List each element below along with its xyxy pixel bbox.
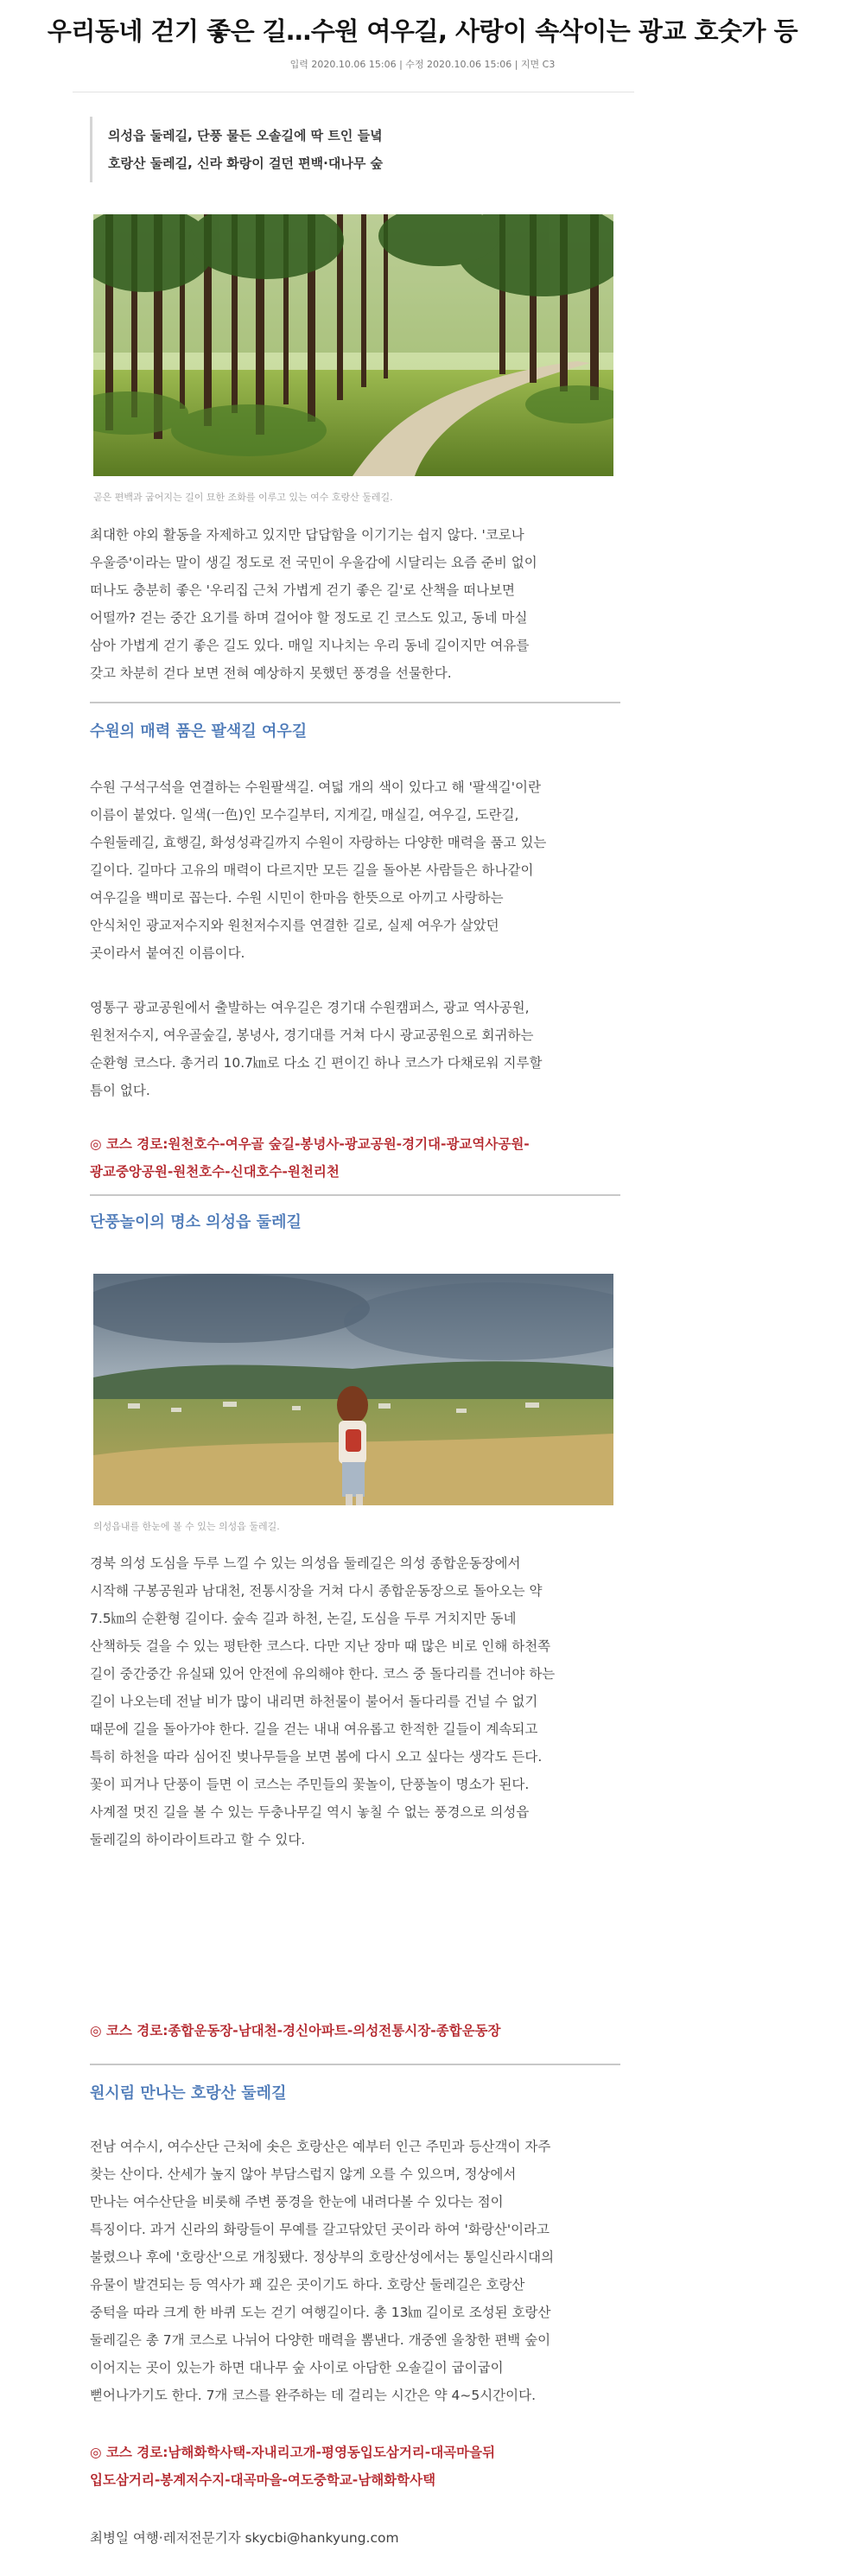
suwon-paragraph: 수원 구석구석을 연결하는 수원팔색길. 여덟 개의 색이 있다고 해 '팔색길'이란 이름이 붙었다. 일색(一色)인 모수길부터, 지게길, 매실길, 여우길, 도란길, 수원둘레길, 효행길, 화성성곽길까지 수원이 자랑하는 다양한 매력을 품고 있는 길이다. 길마다 고유의 매력이 다르지만 모든 길을 돌아본 사람들은 하나같이 여우길을 백미로 꼽는다. 수원 시민이 한마음 한뜻으로 아끼고 사랑하는 안식처인 광교저수지와 원천저수지를 연결한 길로, 실제 여우가 살았던 곳이라서 붙여진 이름이다. bbox=[90, 779, 547, 961]
section-divider bbox=[90, 1194, 620, 1196]
suwon-paragraph-2: 영통구 광교공원에서 출발하는 여우길은 경기대 수원캠퍼스, 광교 역사공원, 원천저수지, 여우골숲길, 봉녕사, 경기대를 거쳐 다시 광교공원으로 회귀하는 순환형 코스다. 총거리 10.7㎞로 다소 긴 편이긴 하나 코스가 다채로워 지루할 틈이 없다. bbox=[90, 1000, 543, 1098]
article-meta: 입력 2020.10.06 15:06 | 수정 2020.10.06 15:06 | 지면 C3 bbox=[289, 59, 556, 70]
article-summary bbox=[90, 117, 644, 182]
horangsan-course-route: ◎ 코스 경로:남해화학사택-자내리고개-평영동입도삼거리-대곡마을뒤 입도삼거리-봉계저수지-대곡마을-여도중학교-남해화학사택 bbox=[90, 2445, 496, 2488]
section-title-uiseong: 단풍놀이의 명소 의성읍 둘레길 bbox=[90, 1213, 302, 1231]
section-title-suwon: 수원의 매력 품은 팔색길 여우길 bbox=[90, 722, 308, 741]
section-title-horangsan: 원시림 만나는 호랑산 둘레길 bbox=[90, 2084, 287, 2102]
summary-line: 호랑산 둘레길, 신라 화랑이 걸던 편백·대나무 숲 bbox=[108, 156, 384, 171]
suwon-course-route: ◎ 코스 경로:원천호수-여우골 숲길-봉녕사-광교공원-경기대-광교역사공원- 광교중앙공원-원천호수-신대호수-원천리천 bbox=[90, 1136, 530, 1180]
section-divider bbox=[90, 702, 620, 703]
uiseong-paragraph: 경북 의성 도심을 두루 느낄 수 있는 의성읍 둘레길은 의성 종합운동장에서 시작해 구봉공원과 남대천, 전통시장을 거쳐 다시 종합운동장으로 돌아오는 약 7.5㎞의 순환형 길이다. 숲속 길과 하천, 논길, 도심을 두루 거치지만 동네 산책하듯 걸을 수 있는 평탄한 코스다. 다만 지난 장마 때 많은 비로 인해 하천쪽 길이 중간중간 유실돼 있어 안전에 유의해야 한다. 코스 중 돌다리를 건너야 하는 길이 나오는데 전날 비가 많이 내리면 하천물이 불어서 돌다리를 건널 수 없기 때문에 길을 돌아가야 한다. 길을 걷는 내내 여유롭고 한적한 길들이 계속되고 특히 하천을 따라 심어진 벚나무들을 보면 봄에 다시 오고 싶다는 생각도 든다. 꽃이 피거나 단풍이 들면 이 코스는 주민들의 꽃놀이, 단풍놀이 명소가 된다. 사계절 멋진 길을 볼 수 있는 두충나무길 역시 놓칠 수 없는 풍경으로 의성읍 둘레길의 하이라이트라고 할 수 있다. bbox=[90, 1555, 556, 1848]
horangsan-paragraph: 전남 여수시, 여수산단 근처에 솟은 호랑산은 예부터 인근 주민과 등산객이 자주 찾는 산이다. 산세가 높지 않아 부담스럽지 않게 오를 수 있으며, 정상에서 만나는 여수산단을 비롯해 주변 풍경을 한눈에 내려다볼 수 있다는 점이 특징이다. 과거 신라의 화랑들이 무예를 갈고닦았던 곳이라 하여 '화랑산'이라고 불렸으나 후에 '호랑산'으로 개칭됐다. 정상부의 호랑산성에서는 통일신라시대의 유물이 발견되는 등 역사가 꽤 깊은 곳이기도 하다. 호랑산 둘레길은 호랑산 중턱을 따라 크게 한 바퀴 도는 걷기 여행길이다. 총 13㎞ 길이로 조성된 호랑산 둘레길은 총 7개 코스로 나뉘어 다양한 매력을 뽐낸다. 개중엔 울창한 편백 숲이 이어지는 곳이 있는가 하면 대나무 숲 사이로 아담한 오솔길이 굽이굽이 뻗어나가기도 한다. 7개 코스를 완주하는 데 걸리는 시간은 약 4~5시간이다. bbox=[90, 2139, 555, 2403]
author-byline: 최병일 여행·레저전문기자 skycbi@hankyung.com bbox=[90, 2530, 399, 2546]
uiseong-landscape-photo bbox=[93, 1274, 613, 1505]
photo-caption: 의성읍내를 한눈에 볼 수 있는 의성읍 둘레길. bbox=[93, 1521, 280, 1532]
photo-caption: 곧은 편백과 굽어지는 길이 묘한 조화를 이루고 있는 여수 호랑산 둘레길. bbox=[93, 492, 393, 503]
summary-line: 의성읍 둘레길, 단풍 물든 오솔길에 딱 트인 들녘 bbox=[108, 128, 383, 143]
article-headline: 우리동네 걷기 좋은 길…수원 여우길, 사랑이 속삭이는 광교 호숫가 등 bbox=[47, 16, 798, 46]
uiseong-course-route: ◎ 코스 경로:종합운동장-남대천-경신아파트-의성전통시장-종합운동장 bbox=[90, 2023, 501, 2039]
intro-paragraph: 최대한 야외 활동을 자제하고 있지만 답답함을 이기기는 쉽지 않다. '코로나 우울증'이라는 말이 생길 정도로 전 국민이 우울감에 시달리는 요즘 준비 없이 떠나도 충분히 좋은 '우리집 근처 가볍게 걷기 좋은 길'로 산책을 떠나보면 어떨까? 걷는 중간 요기를 하며 걸어야 할 정도로 긴 코스도 있고, 동네 마실 삼아 가볍게 걷기 좋은 길도 있다. 매일 지나치는 우리 동네 길이지만 여유를 갖고 차분히 걷다 보면 전혀 예상하지 못했던 풍경을 선물한다. bbox=[90, 527, 537, 681]
section-divider bbox=[90, 2064, 620, 2065]
forest-path-photo bbox=[93, 214, 613, 476]
